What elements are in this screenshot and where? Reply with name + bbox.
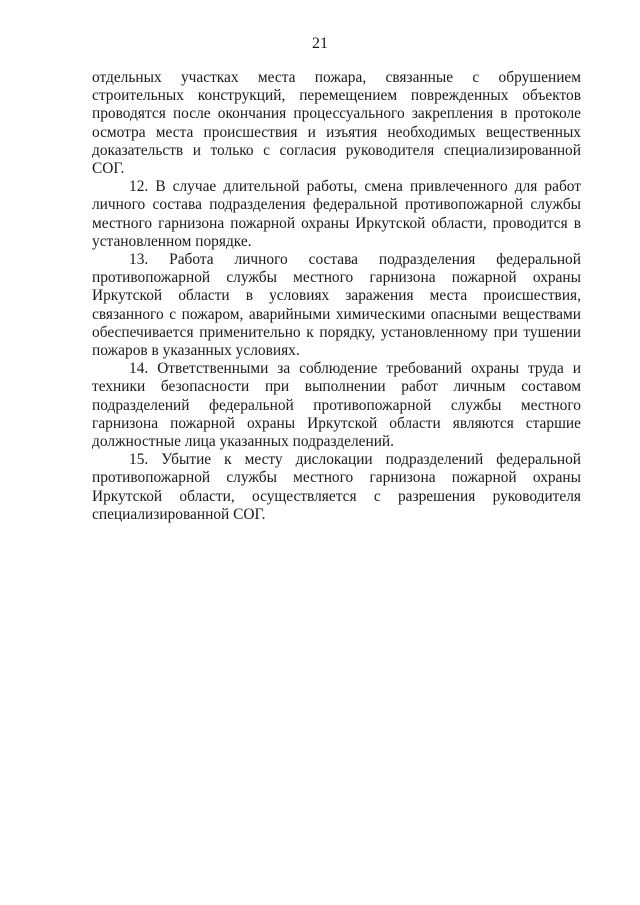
paragraph-item-15: 15. Убытие к месту дислокации подразделений федеральной противопожарной службы местного гарнизона пожарной охраны Иркутской области, осуществляется с разрешения руководителя специализированной СОГ.: [92, 451, 581, 523]
document-body: [92, 69, 581, 524]
page-number: 21: [312, 35, 328, 52]
paragraph-continuation: отдельных участках места пожара, связанные с обрушением строительных конструкций, перемещением поврежденных объектов проводятся после окончания процессуального закрепления в протоколе осмотра места происшествия и изъятия необходимых вещественных доказательств и только с согласия руководителя специализированной СОГ.: [92, 69, 581, 178]
paragraph-item-13: 13. Работа личного состава подразделения федеральной противопожарной службы местного гарнизона пожарной охраны Иркутской области в условиях заражения места происшествия, связанного с пожаром, аварийными химическими опасными веществами обеспечивается применительно к порядку, установленному при тушении пожаров в указанных условиях.: [92, 251, 581, 360]
paragraph-item-14: 14. Ответственными за соблюдение требований охраны труда и техники безопасности при выполнении работ личным составом подразделений федеральной противопожарной службы местного гарнизона пожарной охраны Иркутской области являются старшие должностные лица указанных подразделений.: [92, 360, 581, 451]
paragraph-item-12: 12. В случае длительной работы, смена привлеченного для работ личного состава подразделения федеральной противопожарной службы местного гарнизона пожарной охраны Иркутской области, проводится в установленном порядке.: [92, 178, 581, 250]
